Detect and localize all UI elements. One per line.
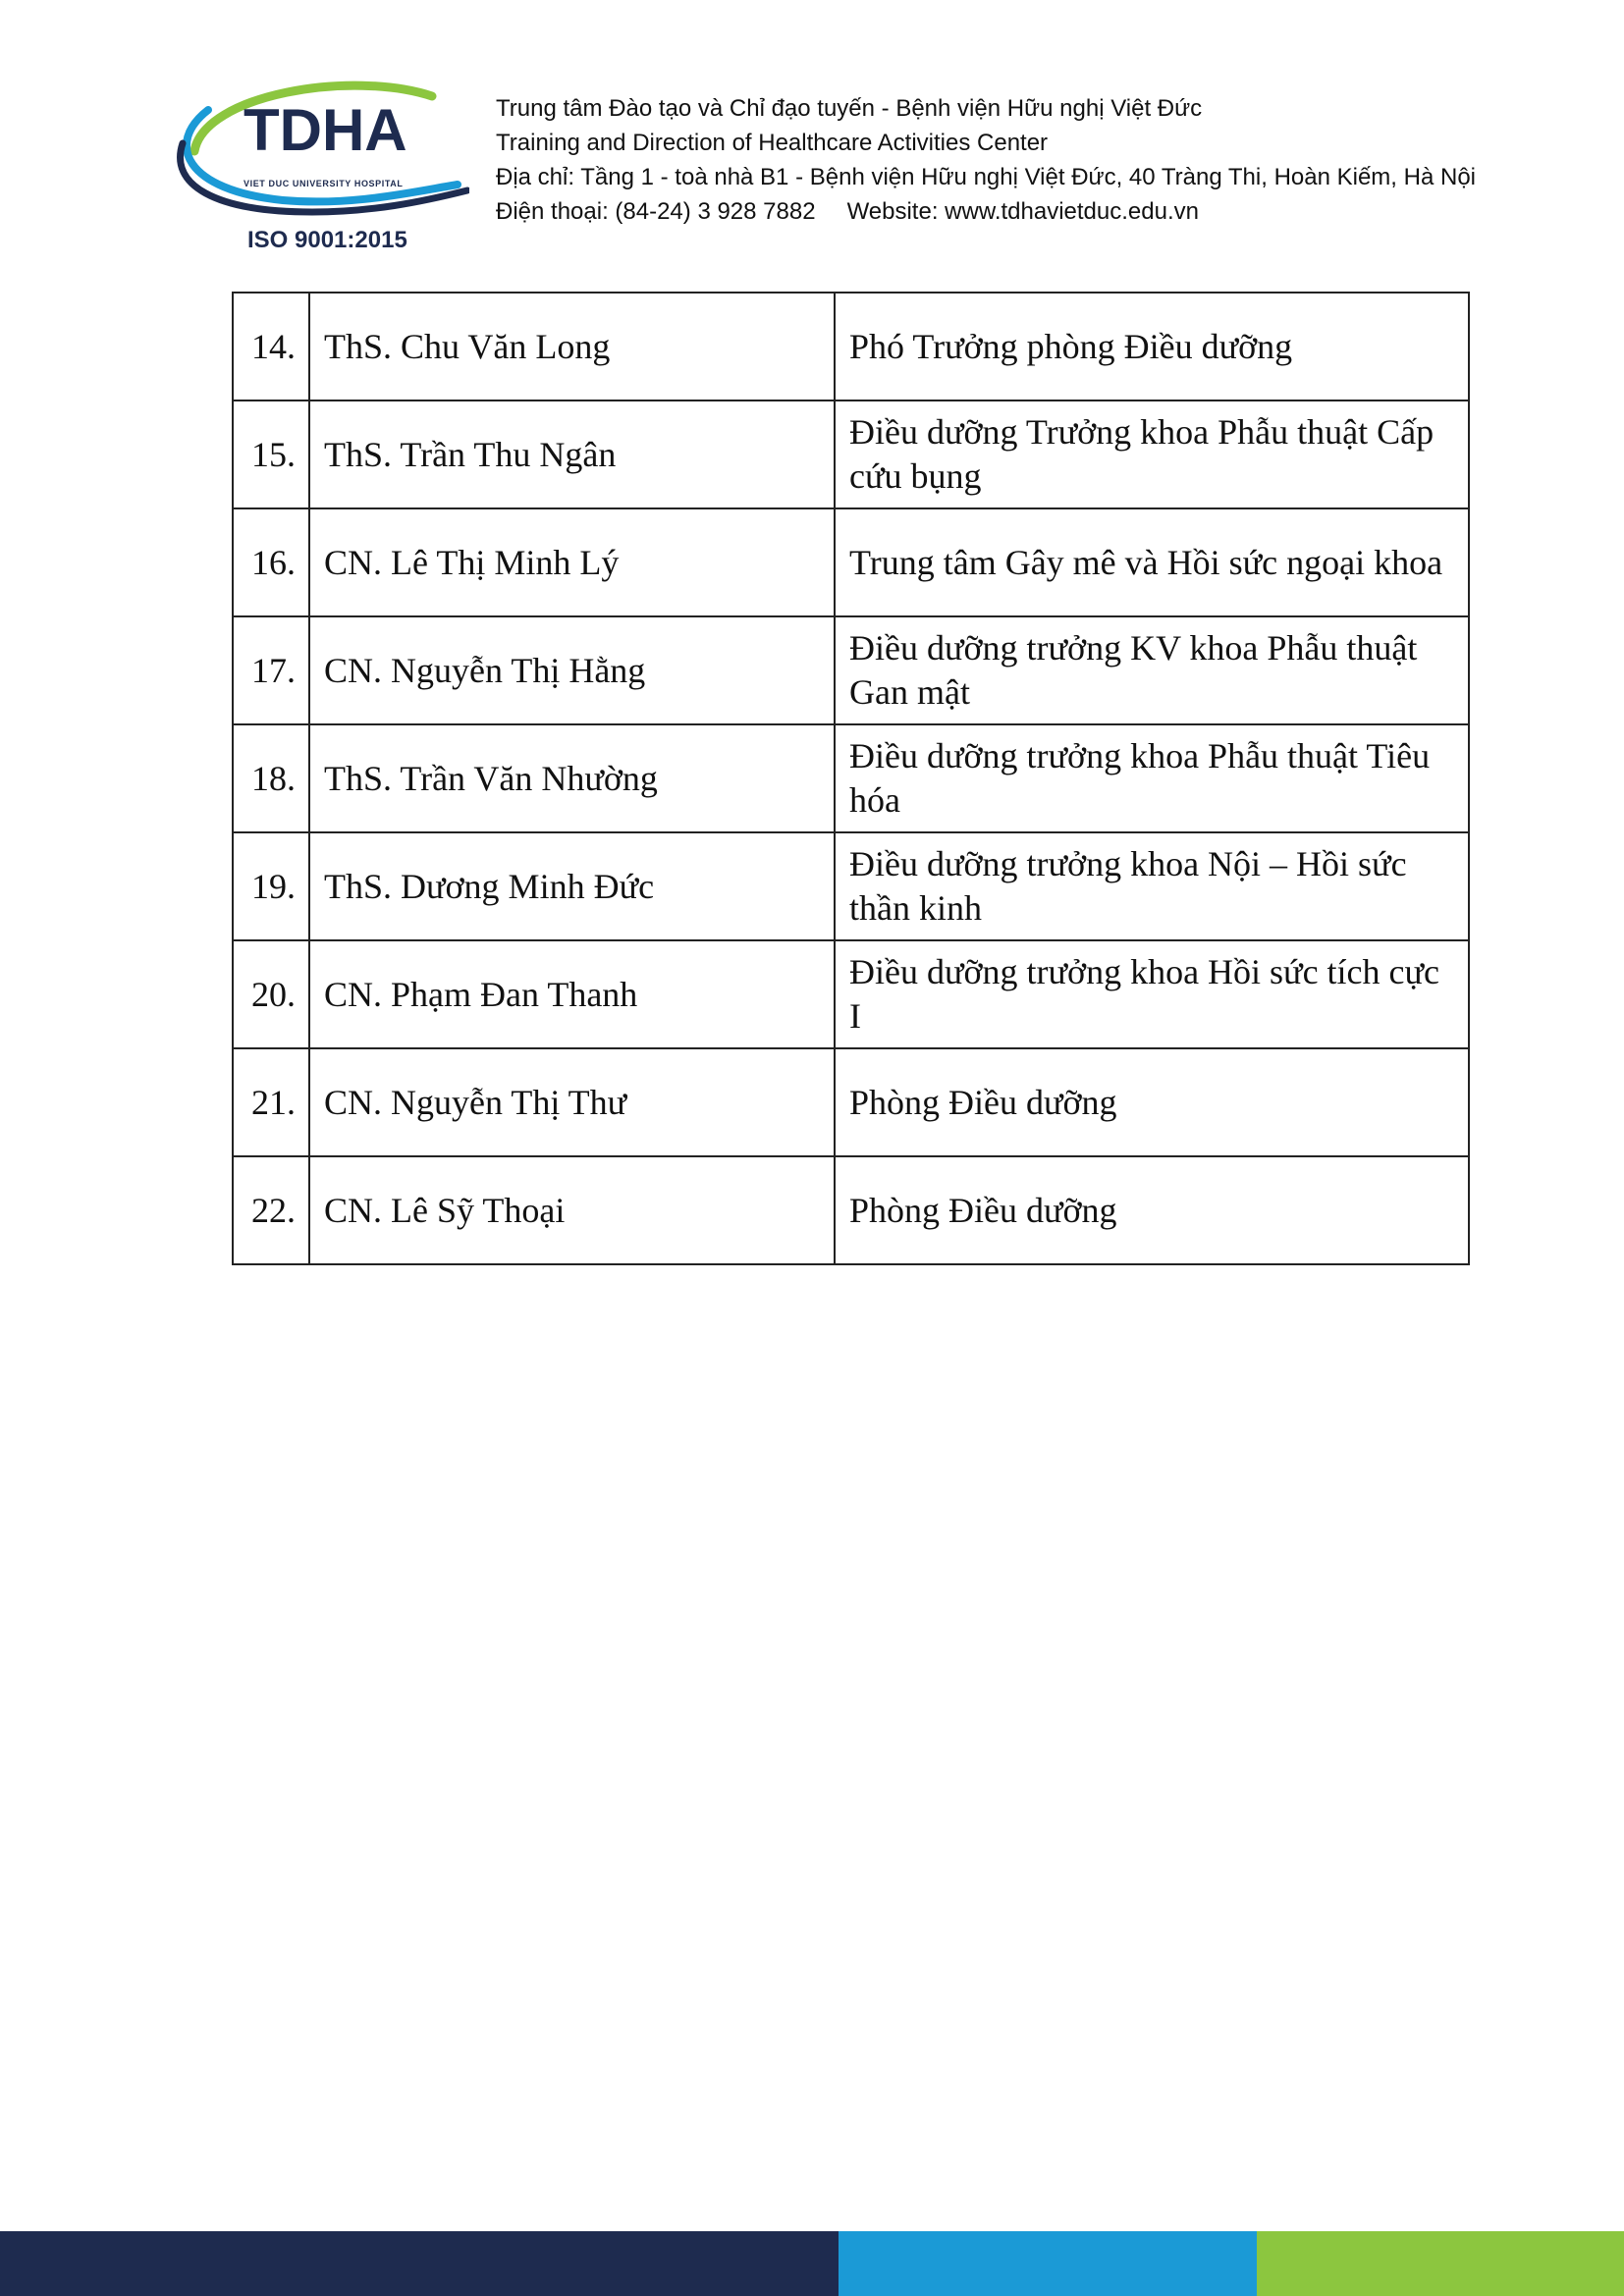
row-number: 16. [233,508,309,616]
staff-name: ThS. Dương Minh Đức [309,832,835,940]
staff-name: ThS. Trần Văn Nhường [309,724,835,832]
org-name-vi: Trung tâm Đào tạo và Chỉ đạo tuyến - Bệnh viện Hữu nghị Việt Đức [496,95,1203,122]
row-number: 19. [233,832,309,940]
tdha-logo-image [175,75,469,257]
table-row [233,293,1469,400]
staff-name: CN. Lê Thị Minh Lý [309,508,835,616]
org-contact-line [496,194,1476,229]
table-row [233,1048,1469,1156]
staff-table-body [233,293,1469,1264]
row-number: 20. [233,940,309,1048]
footer-bar-blue-segment [839,2231,1257,2296]
tdha-logo [175,75,469,257]
row-number: 21. [233,1048,309,1156]
org-address: Địa chỉ: Tầng 1 - toà nhà B1 - Bệnh viện Hữu nghị Việt Đức, 40 Tràng Thi, Hoàn Kiếm, Hà Nội [496,164,1476,190]
row-number: 14. [233,293,309,400]
staff-name: ThS. Trần Thu Ngân [309,400,835,508]
staff-position: Điều dưỡng trưởng khoa Nội – Hồi sức thần kinh [835,832,1469,940]
org-website[interactable]: Website: www.tdhavietduc.edu.vn [846,198,1199,225]
staff-name: ThS. Chu Văn Long [309,293,835,400]
org-name-en: Training and Direction of Healthcare Activities Center [496,130,1049,156]
table-row [233,940,1469,1048]
table-row [233,1156,1469,1264]
staff-name: CN. Lê Sỹ Thoại [309,1156,835,1264]
table-row [233,508,1469,616]
row-number: 18. [233,724,309,832]
footer-bar-navy-segment [0,2231,839,2296]
table-row [233,724,1469,832]
staff-position: Phòng Điều dưỡng [835,1156,1469,1264]
staff-table [232,292,1470,1265]
row-number: 22. [233,1156,309,1264]
row-number: 15. [233,400,309,508]
footer-bar-green-segment [1257,2231,1624,2296]
staff-name: CN. Nguyễn Thị Hằng [309,616,835,724]
staff-position: Phó Trưởng phòng Điều dưỡng [835,293,1469,400]
table-row [233,616,1469,724]
staff-name: CN. Phạm Đan Thanh [309,940,835,1048]
org-phone: Điện thoại: (84-24) 3 928 7882 [496,198,816,225]
logo-brand-text: TDHA [244,97,407,163]
staff-position: Điều dưỡng trưởng khoa Hồi sức tích cực I [835,940,1469,1048]
staff-position: Điều dưỡng trưởng KV khoa Phẫu thuật Gan mật [835,616,1469,724]
logo-certification-text: ISO 9001:2015 [247,227,407,253]
staff-position: Điều dưỡng Trưởng khoa Phẫu thuật Cấp cứu bụng [835,400,1469,508]
table-row [233,832,1469,940]
row-number: 17. [233,616,309,724]
staff-position: Điều dưỡng trưởng khoa Phẫu thuật Tiêu hóa [835,724,1469,832]
header-contact-block [496,91,1476,229]
staff-position: Trung tâm Gây mê và Hồi sức ngoại khoa [835,508,1469,616]
footer-color-bar [0,2231,1624,2296]
staff-position: Phòng Điều dưỡng [835,1048,1469,1156]
staff-name: CN. Nguyễn Thị Thư [309,1048,835,1156]
table-row [233,400,1469,508]
logo-tagline-text: VIET DUC UNIVERSITY HOSPITAL [244,179,404,188]
